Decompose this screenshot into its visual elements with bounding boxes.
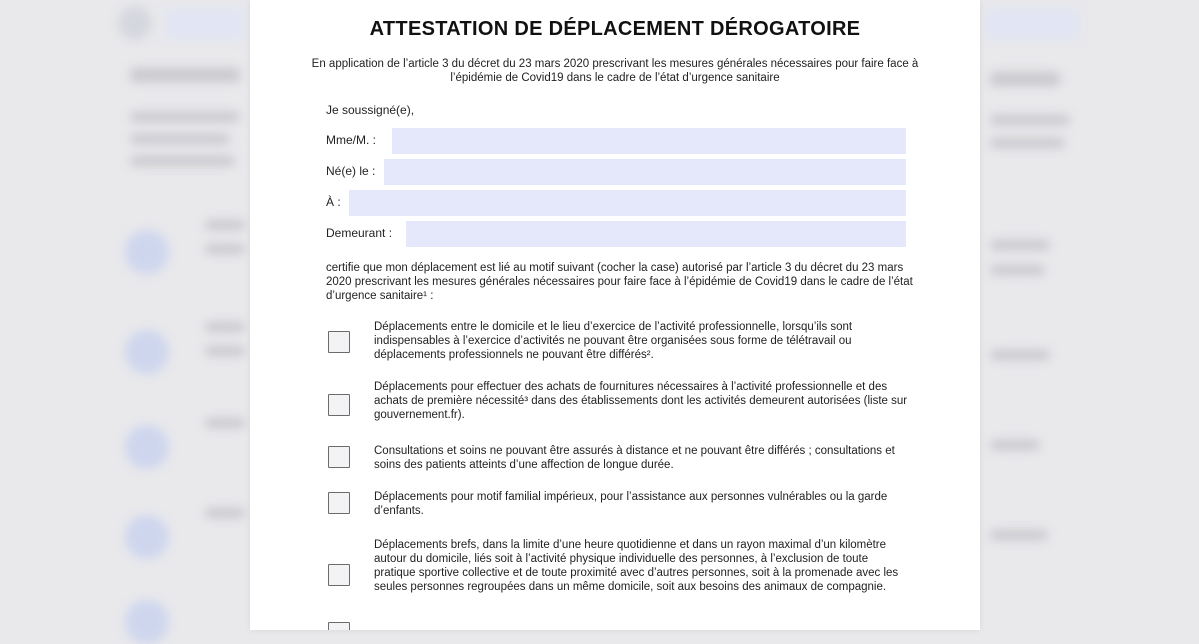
document-intro: En application de l’article 3 du décret du 23 mars 2020 prescrivant les mesures générales nécessaires pour faire face à l’épidémie de Covid19 dans le cadre de l’état d’urgence sanitaire xyxy=(311,58,919,84)
field-nom-label: Mme/M. : xyxy=(326,133,376,147)
bg-text-line xyxy=(130,112,240,122)
field-lieu-label: À : xyxy=(326,195,341,209)
bg-text-line xyxy=(990,350,1050,360)
bg-text-line xyxy=(990,530,1048,540)
bg-text-line xyxy=(205,508,245,518)
bg-text-line xyxy=(130,134,230,144)
bg-avatar-icon xyxy=(118,6,152,40)
field-naissance xyxy=(326,159,906,185)
motif-5-text: Déplacements brefs, dans la limite d’une heure quotidienne et dans un rayon maximal d’un kilomètre autour du domicile, liés soit à l’activité physique individuelle des personnes, à l’exclusion de toute pratique sportive collective et de toute proximité avec d’autres personnes, soit à la promenade avec les seules personnes regroupées dans un même domicile, soit aux besoins des animaux de compagnie. xyxy=(374,539,899,593)
motif-2-checkbox[interactable] xyxy=(328,394,350,416)
soussigne-label: Je soussigné(e), xyxy=(326,103,415,117)
field-lieu xyxy=(326,190,906,216)
bg-text-line xyxy=(205,322,245,332)
bg-text-line xyxy=(990,72,1060,86)
motif-2-text: Déplacements pour effectuer des achats de fournitures nécessaires à l’activité professionnelle et des achats de première nécessité³ dans des établissements dont les activités demeurent autorisées (liste sur gouvernement.fr). xyxy=(374,381,908,421)
motif-3-text: Consultations et soins ne pouvant être assurés à distance et ne pouvant être différés ; consultations et soins des patients atteints d’une affection de longue durée. xyxy=(374,445,895,471)
motif-5-checkbox[interactable] xyxy=(328,564,350,586)
bg-item-icon xyxy=(125,600,169,644)
bg-text-line xyxy=(205,418,245,428)
attestation-page xyxy=(250,0,980,630)
bg-text-line xyxy=(990,115,1070,125)
field-adresse-label: Demeurant : xyxy=(326,226,393,240)
bg-text-line xyxy=(205,244,245,254)
bg-item-icon xyxy=(125,515,169,559)
bg-text-line xyxy=(130,68,240,82)
certifie-paragraph: certifie que mon déplacement est lié au motif suivant (cocher la case) autorisé par l’article 3 du décret du 23 mars 2020 prescrivant les mesures générales nécessaires pour faire face à l’épidémie de Covid19 dans le cadre de l’état d’urgence sanitaire¹ : xyxy=(326,262,913,302)
nom-input[interactable] xyxy=(392,128,906,154)
bg-item-icon xyxy=(125,330,169,374)
document-title: ATTESTATION DE DÉPLACEMENT DÉROGATOIRE xyxy=(369,18,861,40)
adresse-input[interactable] xyxy=(406,221,906,247)
field-naissance-label: Né(e) le : xyxy=(326,164,376,178)
bg-item-icon xyxy=(125,230,169,274)
bg-text-line xyxy=(205,346,245,356)
date-naissance-input[interactable] xyxy=(384,159,906,185)
bg-right-panel xyxy=(985,8,1080,40)
lieu-naissance-input[interactable] xyxy=(349,190,906,216)
field-adresse xyxy=(326,221,906,247)
bg-text-line xyxy=(990,138,1065,148)
motif-1-checkbox[interactable] xyxy=(328,331,350,353)
motif-1-text: Déplacements entre le domicile et le lieu d’exercice de l’activité professionnelle, lorsqu’ils sont indispensables à l’exercice d’activités ne pouvant être organisées sous forme de télétravail ou déplacements professionnels ne pouvant être différés². xyxy=(374,321,853,361)
bg-text-line xyxy=(205,220,245,230)
bg-text-line xyxy=(990,240,1050,250)
field-nom xyxy=(326,128,906,154)
bg-text-line xyxy=(990,265,1045,275)
bg-item-icon xyxy=(125,425,169,469)
motif-4-text: Déplacements pour motif familial impérieux, pour l’assistance aux personnes vulnérables ou la garde d’enfants. xyxy=(374,491,888,517)
bg-search-bar xyxy=(165,8,245,40)
motif-3-checkbox[interactable] xyxy=(328,446,350,468)
bg-text-line xyxy=(990,440,1040,450)
motif-4-checkbox[interactable] xyxy=(328,492,350,514)
bg-text-line xyxy=(130,156,235,166)
motif-6-checkbox[interactable] xyxy=(328,622,350,630)
